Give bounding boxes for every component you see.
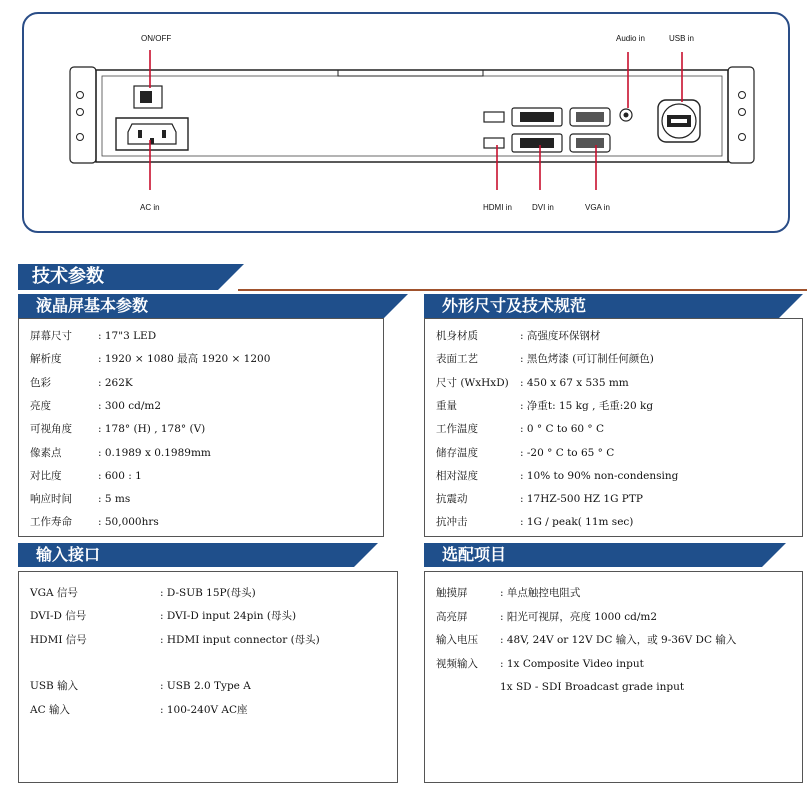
spec-value: : 0.1989 x 0.1989mm (98, 446, 211, 459)
spec-label: 对比度 (30, 469, 62, 482)
spec-row (436, 657, 796, 671)
spec-value: : 0 ° C to 60 ° C (520, 423, 605, 436)
inputs-spec-box (18, 571, 398, 783)
spec-label: 抗冲击 (436, 516, 468, 529)
section-title: 技术参数 (32, 266, 104, 287)
spec-row (30, 469, 390, 483)
spec-row (30, 352, 390, 366)
spec-row (436, 492, 796, 506)
spec-row (30, 376, 390, 390)
spec-label: 尺寸 (WxHxD) (436, 376, 509, 389)
spec-value: : 5 ms (98, 493, 131, 506)
spec-label: USB 输入 (30, 680, 79, 693)
options-spec-box (424, 571, 803, 783)
spec-label: 触摸屏 (436, 587, 468, 599)
spec-value: : 48V, 24V or 12V DC 输入，或 9-36V DC 输入 (500, 634, 737, 646)
spec-value: : 1920 × 1080 最高 1920 × 1200 (98, 353, 271, 366)
spec-label: VGA 信号 (30, 587, 78, 599)
spec-row (436, 633, 796, 647)
spec-value: : 单点触控电阻式 (500, 587, 581, 599)
spec-value: 1x SD - SDI Broadcast grade input (500, 681, 685, 693)
spec-row (30, 492, 390, 506)
spec-row (30, 422, 390, 436)
lcd-title: 液晶屏基本参数 (36, 296, 149, 315)
spec-value: : 262K (98, 376, 133, 389)
options-title: 选配项目 (442, 545, 507, 564)
spec-row (30, 399, 390, 413)
spec-value: : 黑色烤漆 (可订制任何颜色) (520, 353, 654, 366)
spec-value: : HDMI input connector (母头) (160, 633, 320, 646)
ac-in-label: AC in (140, 203, 160, 212)
spec-label: 输入电压 (436, 634, 478, 646)
spec-row (436, 515, 796, 529)
spec-row (436, 422, 796, 436)
spec-label: 重量 (436, 399, 457, 412)
spec-value: : 178° (H) , 178° (V) (98, 423, 206, 436)
spec-row (30, 679, 390, 693)
audio-in-label: Audio in (616, 34, 645, 43)
spec-label: 亮度 (30, 399, 51, 412)
dims-title: 外形尺寸及技术规范 (442, 296, 587, 315)
spec-label: 高亮屏 (436, 610, 468, 623)
spec-value: : 1x Composite Video input (500, 657, 644, 670)
dims-header (424, 294, 779, 318)
spec-value: : DVI-D input 24pin (母头) (160, 610, 297, 623)
spec-row (436, 446, 796, 460)
spec-label: 工作寿命 (30, 516, 72, 529)
spec-row (30, 656, 390, 670)
spec-value: : 300 cd/m2 (98, 399, 162, 412)
spec-row (30, 329, 390, 343)
spec-value: : 450 x 67 x 535 mm (520, 376, 629, 389)
usb-in-label: USB in (669, 34, 694, 43)
spec-label: 抗震动 (436, 493, 468, 506)
spec-value: : 100-240V AC座 (160, 703, 248, 716)
vga-in-label: VGA in (585, 203, 610, 212)
spec-row (436, 610, 796, 624)
spec-value: : 17"3 LED (98, 330, 157, 342)
spec-row (30, 446, 390, 460)
lcd-header (18, 294, 384, 318)
spec-value: : USB 2.0 Type A (160, 680, 251, 693)
inputs-title: 输入接口 (36, 545, 101, 564)
spec-row (436, 399, 796, 413)
main-header-slant (218, 264, 244, 290)
spec-label: 表面工艺 (436, 353, 478, 366)
spec-label: 响应时间 (30, 493, 72, 506)
spec-row (30, 703, 390, 717)
spec-label: DVI-D 信号 (30, 610, 87, 623)
spec-value: : 10% to 90% non-condensing (520, 469, 679, 482)
options-header (424, 543, 762, 567)
spec-value: : 净重t: 15 kg , 毛重:20 kg (520, 399, 654, 412)
spec-label: AC 输入 (30, 703, 70, 716)
spec-label: 相对湿度 (436, 469, 478, 482)
spec-row (436, 680, 796, 694)
spec-value: : 1G / peak( 11m sec) (520, 516, 634, 529)
inputs-header (18, 543, 354, 567)
dvi-in-label: DVI in (532, 203, 554, 212)
spec-row (436, 469, 796, 483)
spec-value: : D-SUB 15P(母头) (160, 587, 256, 599)
spec-value: : 17HZ-500 HZ 1G PTP (520, 493, 643, 506)
spec-row (436, 586, 796, 600)
spec-label: 屏幕尺寸 (30, 330, 72, 342)
hdmi-in-label: HDMI in (483, 203, 512, 212)
spec-label: HDMI 信号 (30, 633, 87, 646)
spec-label: 工作温度 (436, 423, 478, 436)
spec-row (30, 633, 390, 647)
spec-value: : 600 : 1 (98, 469, 142, 482)
spec-row (436, 352, 796, 366)
spec-row (436, 329, 796, 343)
spec-label: 色彩 (30, 376, 51, 389)
spec-row (30, 609, 390, 623)
spec-value: : 高强度环保钢材 (520, 330, 601, 342)
spec-value: : -20 ° C to 65 ° C (520, 446, 615, 459)
spec-row (30, 515, 390, 529)
on-off-label: ON/OFF (141, 34, 172, 43)
spec-label: 解析度 (30, 353, 62, 366)
spec-value: : 阳光可视屏，亮度 1000 cd/m2 (500, 610, 658, 623)
spec-value: : 50,000hrs (98, 516, 159, 529)
spec-label: 像素点 (30, 446, 62, 459)
spec-row (436, 376, 796, 390)
spec-label: 视频输入 (436, 657, 478, 670)
main-header-rule (238, 289, 807, 291)
spec-label: 储存温度 (436, 446, 478, 459)
spec-label: 可视角度 (30, 423, 72, 436)
spec-row (30, 586, 390, 600)
spec-label: 机身材质 (436, 330, 478, 342)
